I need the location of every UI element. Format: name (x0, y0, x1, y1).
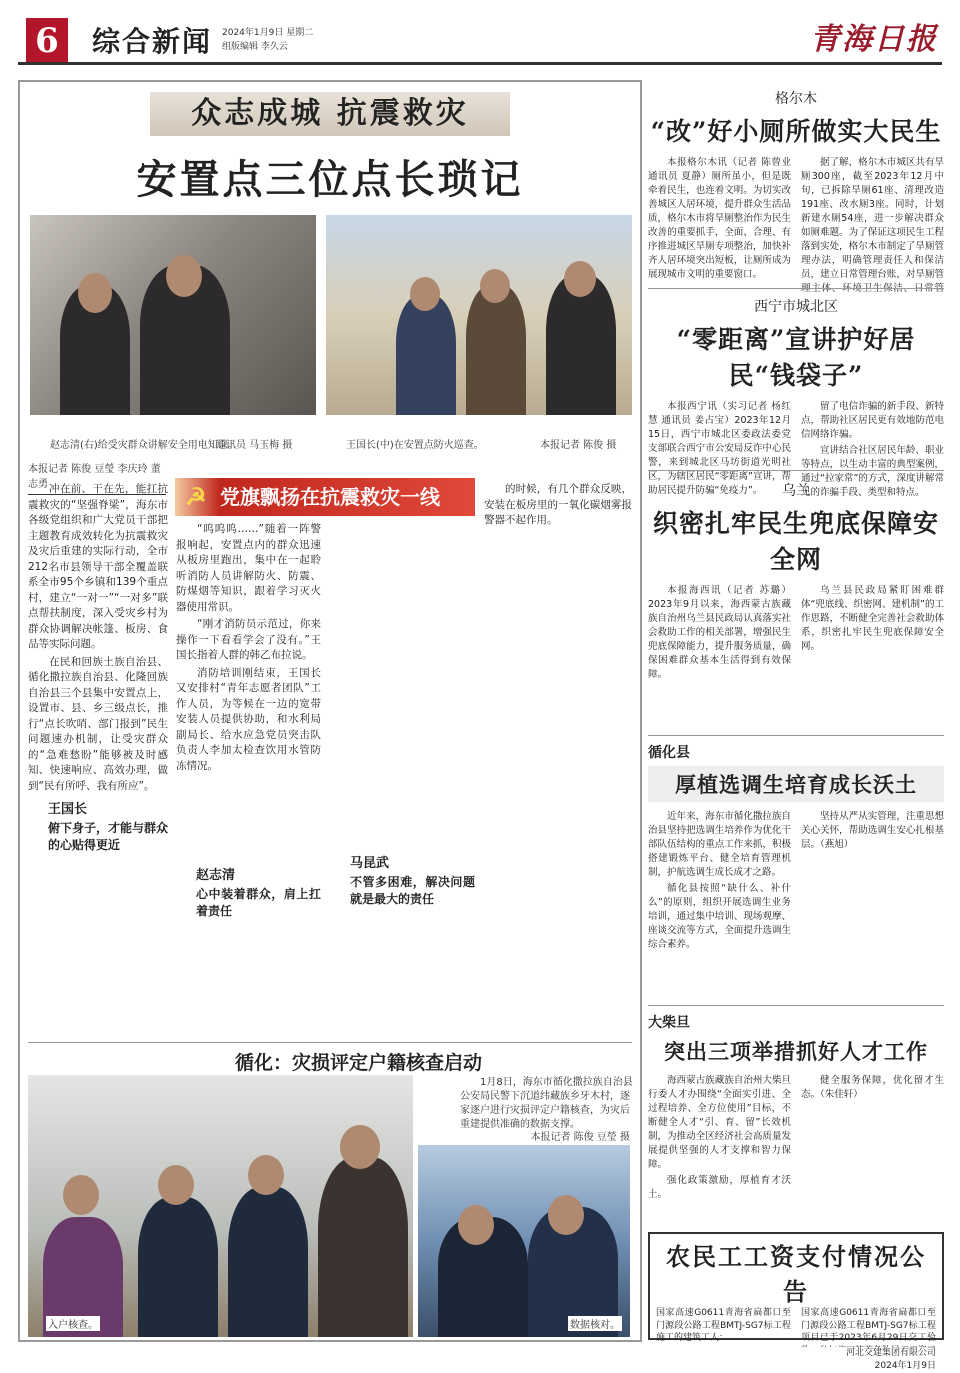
divider (648, 735, 944, 736)
article-headline: “零距离”宣讲护好居民“钱袋子” (676, 325, 916, 390)
article-column-1 (28, 482, 168, 1037)
dateline-place: 循化县 (648, 745, 690, 761)
party-flag-banner (175, 478, 475, 516)
photo-electric-safety (30, 215, 316, 415)
paragraph: 据了解，格尔木市城区共有旱厕300座，截至2023年12月中旬，已拆除旱厕61座、清理改造191座、改水厕3座。同时，计划新建水厕54座，进一步解决群众如厕难题。为了保证这项民生工程落到实处，格尔木市制定了旱厕管理办法，明确管理责任人和保洁员，建立日常管理台账，对旱厕管 (801, 157, 944, 280)
article-headline: “改”好小厕所做实大民生 (650, 117, 942, 146)
red-banner-text: 党旗飘扬在抗震救灾一线 (220, 485, 440, 509)
photo-label: 数据核对。 (568, 1316, 622, 1331)
feature-banner: 众志成城 抗震救灾 (150, 92, 510, 136)
photo-label: 入户核查。 (46, 1316, 100, 1331)
dateline-place: 格尔木 (775, 91, 817, 107)
paragraph: 循化县按照“缺什么、补什么”的原则，组织开展选调生业务培训，通过集中培训、现场观摩、座谈交流等方式，全面提升选调生综合素养。 (648, 883, 791, 950)
paragraph: 海西蒙古族藏族自治州大柴旦行委人才办围绕“全面实引进、全过程培养、全方位使用”目标，不断健全人才“引、育、留”长效机制，为推动全区经济社会高质量发展提供坚强的人才支撑和智力保障。 (648, 1075, 791, 1170)
photo2-credit: 本报记者 陈俊 摄 (540, 440, 617, 451)
photo-data-check (418, 1145, 630, 1337)
dateline-place: 西宁市城北区 (754, 299, 838, 315)
divider (648, 288, 944, 289)
article-column-4 (484, 482, 632, 1037)
photo1-caption: 赵志清(右)给受灾群众讲解安全用电知识。 (50, 440, 238, 451)
paragraph: 近年来，海东市循化撒拉族自治县坚持把选调生培养作为优化干部队伍结构的重点工作来抓，积极搭建锻炼平台、健全培育管理机制，护航选调生成长成才之路。 (648, 811, 791, 878)
subhead-name: 王国长 (48, 802, 88, 817)
notice-body: 国家高速G0611青海省扁都口至门源段公路工程BMTJ-SG7标工程项目已于2023年6月29日交工验 (801, 1308, 936, 1343)
editor: 组版编辑 李久云 (222, 42, 288, 52)
dateline-place: 大柴旦 (648, 1015, 690, 1031)
photo2-caption: 王国长(中)在安置点防火巡查。 (346, 440, 484, 451)
paragraph: 坚持从严从实管理，注重思想关心关怀，帮助选调生安心扎根基层。（燕旭） (801, 811, 944, 850)
section-divider (28, 1042, 632, 1043)
paragraph: 本报海西讯（记者 苏璐）2023年9月以来，海西蒙古族藏族自治州乌兰县民政局认真落实社会救助工作的相关部署，增强民生兜底保障能力，提升服务质量，确保困难群众基本生活得到有效保障。 (648, 585, 791, 680)
dateline-place: 乌兰 (782, 483, 810, 499)
paragraph: 健全服务保障，优化留才生态。（朱佳轩） (801, 1075, 944, 1100)
subhead-title: 心中装着群众，肩上扛着责任 (196, 887, 321, 918)
paragraph: 本报西宁讯（实习记者 杨红慧 通讯员 姜占宝）2023年12月15日，西宁市城北区委政法委党支部联合西宁市公安局反诈中心民警，来到城北区马坊街道光明社区，为辖区居民“零距离”宣讲，帮助居民提升防骗“免疫力”。 (648, 401, 791, 496)
article-headline: 厚植选调生培育成长沃土 (648, 766, 944, 802)
notice-signer: 河北交建集团有限公司 (845, 1348, 936, 1358)
paragraph: 消防培训刚结束，王国长又安排村“青年志愿者团队”工作人员，为等候在一边的宽带安装人员提供协助，和水利局副局长、给水应急党员突击队负责人李加太检查饮用水管防冻情况。 (176, 666, 321, 772)
notice-salutation: 国家高速G0611青海省扁都口至门源段公路工程BMTJ-SG7标工程施工的建筑工人： (656, 1308, 791, 1343)
bottom-caption: 1月8日，海东市循化撒拉族自治县公安局民警下沉道纬藏族乡牙木村，逐家逐户进行灾损评定户籍核查，为灾后重建提供准确的数据支撑。 (460, 1077, 633, 1130)
paragraph: 在民和回族土族自治县、循化撒拉族自治县、化隆回族自治县三个县集中安置点上，设置市、县、乡三级点长，推行“点长吹哨、部门报到”民生问题速办机制，让受灾群众的“急难愁盼”能够被及时感知、快速响应、高效办理，做到“民有所呼、我有所应”。 (28, 655, 168, 792)
bottom-credit: 本报记者 陈俊 豆瑩 摄 (530, 1132, 630, 1143)
photo-household-check (28, 1075, 413, 1337)
article-dachaidan (648, 1012, 944, 1244)
paragraph: 留了电信诈骗的新手段、新特点，帮助社区居民更有效地防范电信网络诈骗。 (801, 401, 944, 440)
paragraph: 冲在前、干在先，能扛抗震救灾的“坚强脊梁”，海东市各级党组织和广大党员干部把主题教育成效转化为抗震救灾及灾后重建的实际行动，全市212名市县领导干部全覆盖联系全市95个乡镇和139个重点村，建立“一对一”“一对多”联点帮扶制度，深入受灾乡村为群众协调解决帐篷、板房、食品等实际问题。 (28, 483, 168, 650)
paragraph: 的时候，有几个群众反映，安装在板房里的一氧化碳烟雾报警器不起作用。 (484, 483, 632, 526)
page-number: 6 (26, 18, 68, 64)
issue-date: 2024年1月9日 星期二 (222, 28, 314, 38)
party-emblem-icon: ☭ (185, 482, 207, 511)
header-rule (18, 62, 942, 65)
divider (648, 1005, 944, 1006)
feature-headline: 安置点三位点长琐记 (136, 156, 524, 203)
article-wulan (648, 480, 944, 764)
bottom-headline: 循化：灾损评定户籍核查启动 (235, 1052, 483, 1074)
subhead-name: 赵志清 (196, 868, 236, 883)
article-chengbei (648, 296, 944, 510)
article-column-2 (176, 522, 321, 1037)
article-xunhua (648, 742, 944, 1010)
issue-meta (222, 26, 313, 54)
paragraph: “刚才消防员示范过，你来操作一下看看学会了没有。”王国长指着人群的韩乙布拉说。 (176, 618, 321, 661)
paragraph: 宣讲结合社区居民年龄、职业等特点，以生动丰富的典型案例，通过“拉家常”的方式，深度讲解常见的诈骗手段、类型和特点。 (801, 445, 944, 498)
subhead-title: 俯下身子，才能与群众的心贴得更近 (48, 821, 168, 852)
paragraph: 强化政策激励，厚植育才沃土。 (648, 1175, 791, 1200)
paragraph: 乌兰县民政局紧盯困难群体“兜底线、织密网、建机制”的工作思路，不断健全完善社会救助体系，织密扎牢民生兜底保障安全网。 (801, 585, 944, 652)
subhead-title: 不管多困难，解决问题就是最大的责任 (350, 875, 475, 906)
section-title: 综合新闻 (92, 25, 213, 58)
article-headline: 织密扎牢民生兜底保障安全网 (652, 509, 939, 574)
article-column-3 (330, 522, 475, 1037)
article-headline: 突出三项举措抓好人才工作 (664, 1039, 928, 1064)
article-golmud (648, 88, 944, 296)
byline: 本报记者 陈俊 豆瑩 李庆玲 董志勇 (28, 460, 166, 495)
newspaper-logo: 青海日报 (810, 22, 938, 57)
photo1-credit: 通讯员 马玉梅 摄 (216, 440, 293, 451)
notice-date: 2024年1月9日 (874, 1360, 936, 1371)
paragraph: 本报格尔木讯（记者 陈曾业 通讯员 夏静）厕所虽小，但是既牵着民生，也连着文明。为切实改善城区人居环境，提升群众生活品质，格尔木市将旱厕整治作为民生改善的重要抓手，全面、合理、有序推进城区旱厕专项整治，加快补齐人居环境突出短板，让厕所成为展现城市文明的重要窗口。 (648, 157, 791, 280)
wage-notice (648, 1232, 944, 1371)
subhead-name: 马昆武 (350, 856, 390, 871)
notice-title: 农民工工资支付情况公告 (666, 1243, 926, 1306)
photo-fire-inspection (326, 215, 632, 415)
divider (648, 470, 944, 471)
paragraph: “呜呜呜……”随着一阵警报响起，安置点内的群众迅速从板房里跑出，集中在一起聆听消防人员讲解防火、防震、防煤烟等知识，跟着学习灭火器使用常识。 (176, 523, 321, 613)
